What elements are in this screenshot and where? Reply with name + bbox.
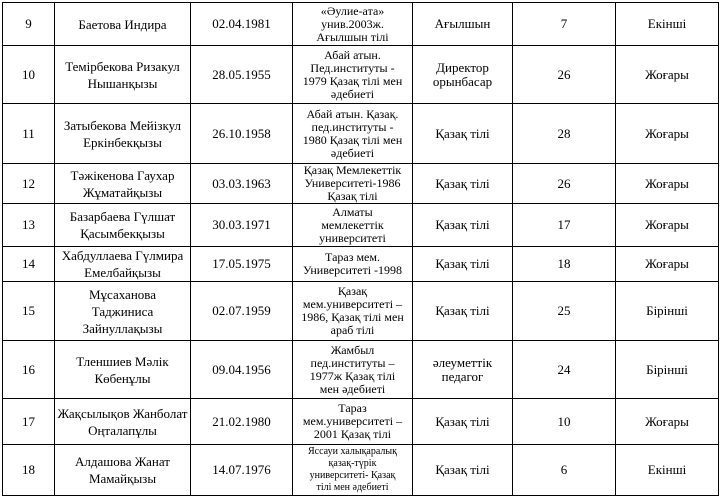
education-line: университеті xyxy=(319,230,386,245)
row-number xyxy=(3,164,55,204)
education xyxy=(293,3,413,46)
row-number-line: 10 xyxy=(22,66,35,82)
birth-date-line: 30.03.1971 xyxy=(212,217,271,232)
education-line: араб тілі xyxy=(330,323,375,337)
table-row xyxy=(3,445,719,496)
teacher-name-line: Мұсаханова Таджиниса xyxy=(88,286,157,319)
subject-line: педагог xyxy=(441,368,484,384)
birth-date-line: 09.04.1956 xyxy=(212,361,271,377)
subject xyxy=(413,282,513,341)
education-line: Университеті-1986 xyxy=(304,176,401,190)
table-row xyxy=(3,399,719,445)
table-row xyxy=(3,164,719,204)
row-number-line: 13 xyxy=(22,217,35,232)
teacher-name-line: Хабдуллаева Гүлмира xyxy=(61,248,184,263)
category-line: Жоғары xyxy=(645,175,689,191)
row-number xyxy=(3,399,55,445)
education-line: әдебиеті xyxy=(330,86,375,101)
teacher-name xyxy=(55,46,191,104)
row-number xyxy=(3,341,55,399)
row-number-line: 16 xyxy=(22,361,35,377)
education-line: унив.2003ж. xyxy=(321,16,384,31)
education xyxy=(293,247,413,282)
education xyxy=(293,341,413,399)
birth-date xyxy=(191,282,293,341)
row-number xyxy=(3,46,55,104)
category-line: Екінші xyxy=(647,462,687,477)
education-line: Алматы xyxy=(332,204,373,219)
education-line: Университеті -1998 xyxy=(302,263,403,277)
subject-line: Қазақ тілі xyxy=(435,462,490,477)
education xyxy=(293,46,413,104)
teacher-name-line: Тленшиев Мәлік xyxy=(76,353,169,369)
birth-date-line: 28.05.1955 xyxy=(212,66,271,82)
education xyxy=(293,282,413,341)
experience-years xyxy=(513,46,616,104)
education-line: 1979 Қазақ тілі мен xyxy=(302,73,403,88)
education-line: Қазақ Мемлекеттік xyxy=(303,163,402,177)
education-line: қазақ-түрік xyxy=(328,458,377,469)
category xyxy=(616,341,719,399)
teacher-name-line: Еркінбекқызы xyxy=(83,134,162,150)
experience-years xyxy=(513,204,616,247)
row-number-line: 9 xyxy=(25,16,32,31)
birth-date-line: 17.05.1975 xyxy=(212,256,271,271)
education-line: Пед.институты - xyxy=(310,60,395,75)
category xyxy=(616,399,719,445)
education xyxy=(293,204,413,247)
subject xyxy=(413,3,513,46)
subject xyxy=(413,104,513,164)
category-line: Жоғары xyxy=(645,256,689,271)
subject xyxy=(413,204,513,247)
staff-table xyxy=(2,2,719,496)
category-line: Бірінші xyxy=(646,361,688,377)
education-line: университеті- Қазақ xyxy=(309,470,396,481)
experience-years xyxy=(513,104,616,164)
birth-date xyxy=(191,399,293,445)
category-line: Екінші xyxy=(647,16,687,31)
birth-date-line: 02.07.1959 xyxy=(212,303,271,318)
experience-years-line: 26 xyxy=(557,175,571,191)
category-line: Жоғары xyxy=(645,217,689,232)
category-line: Бірінші xyxy=(646,303,688,318)
category-line: Жоғары xyxy=(645,125,689,141)
education-line: Қазақ тілі xyxy=(327,189,378,203)
birth-date xyxy=(191,104,293,164)
experience-years-line: 17 xyxy=(557,217,571,232)
birth-date-line: 26.10.1958 xyxy=(212,125,271,141)
birth-date xyxy=(191,3,293,46)
experience-years xyxy=(513,341,616,399)
education-line: мен әдебиеті xyxy=(319,381,386,396)
subject-line: әлеуметтік xyxy=(432,354,493,370)
subject xyxy=(413,341,513,399)
subject-line: орынбасар xyxy=(432,73,493,89)
education-line: 1977ж Қазақ тілі xyxy=(309,368,396,383)
teacher-name-line: Мамайқызы xyxy=(88,471,157,486)
birth-date xyxy=(191,164,293,204)
teacher-name xyxy=(55,104,191,164)
table-row xyxy=(3,104,719,164)
education xyxy=(293,164,413,204)
teacher-name-line: Нышанқызы xyxy=(87,75,158,91)
experience-years xyxy=(513,399,616,445)
education-line: Ағылшын тілі xyxy=(316,29,389,44)
table-row xyxy=(3,46,719,104)
experience-years-line: 25 xyxy=(557,303,571,318)
subject xyxy=(413,164,513,204)
birth-date xyxy=(191,445,293,496)
subject xyxy=(413,445,513,496)
subject-line: Ағылшын xyxy=(434,16,491,31)
teacher-name xyxy=(55,164,191,204)
teacher-name xyxy=(55,282,191,341)
experience-years xyxy=(513,445,616,496)
category xyxy=(616,445,719,496)
teacher-name xyxy=(55,399,191,445)
row-number-line: 15 xyxy=(22,303,35,318)
experience-years-line: 10 xyxy=(557,413,571,429)
experience-years-line: 24 xyxy=(557,361,571,377)
education-line: мем.университеті – xyxy=(302,414,403,428)
row-number xyxy=(3,247,55,282)
experience-years-line: 26 xyxy=(557,66,571,82)
birth-date xyxy=(191,204,293,247)
teacher-name-line: Баетова Индира xyxy=(78,16,167,32)
teacher-name-line: Тәжікенова Гаухар xyxy=(70,167,175,183)
category xyxy=(616,164,719,204)
teacher-name-line: Көбенұлы xyxy=(94,370,151,386)
teacher-name-line: Жақсылықов Жанболат xyxy=(57,405,188,421)
teacher-name-line: Алдашова Жанат xyxy=(75,454,170,469)
row-number xyxy=(3,104,55,164)
birth-date-line: 21.02.1980 xyxy=(212,413,271,429)
experience-years xyxy=(513,247,616,282)
experience-years-line: 7 xyxy=(560,16,568,31)
education-line: Яссауи халықаралық xyxy=(308,446,397,457)
education-line: Тараз xyxy=(338,401,367,415)
education xyxy=(293,445,413,496)
teacher-name-line: Емелбайқызы xyxy=(84,265,161,280)
education-line: Жамбыл xyxy=(330,342,375,357)
education-line: 1986, Қазақ тілі мен xyxy=(301,310,404,324)
row-number xyxy=(3,3,55,46)
education-line: әдебиеті xyxy=(330,145,375,160)
subject xyxy=(413,247,513,282)
table-row xyxy=(3,247,719,282)
education-line: Абай атын. xyxy=(324,47,381,62)
subject-line: Қазақ тілі xyxy=(435,217,490,232)
row-number xyxy=(3,282,55,341)
education xyxy=(293,399,413,445)
subject-line: Қазақ тілі xyxy=(435,303,490,318)
birth-date xyxy=(191,341,293,399)
category xyxy=(616,204,719,247)
teacher-name-line: Затыбекова Мейізкул xyxy=(63,117,182,133)
teacher-name-line: Қасымбекқызы xyxy=(80,226,165,241)
experience-years xyxy=(513,164,616,204)
teacher-name xyxy=(55,445,191,496)
education-line: 2001 Қазақ тілі xyxy=(313,427,392,441)
teacher-name xyxy=(55,247,191,282)
category-line: Жоғары xyxy=(645,66,689,82)
table-row xyxy=(3,282,719,341)
education-line: 1980 Қазақ тілі мен xyxy=(302,132,403,147)
subject-line: Директор xyxy=(436,59,489,75)
row-number xyxy=(3,204,55,247)
category xyxy=(616,104,719,164)
birth-date-line: 03.03.1963 xyxy=(212,175,271,191)
category xyxy=(616,3,719,46)
subject xyxy=(413,399,513,445)
row-number-line: 12 xyxy=(22,175,35,191)
category-line: Жоғары xyxy=(645,413,689,429)
experience-years-line: 6 xyxy=(560,462,568,477)
row-number-line: 11 xyxy=(22,125,35,141)
experience-years xyxy=(513,282,616,341)
row-number-line: 18 xyxy=(22,462,35,477)
birth-date-line: 14.07.1976 xyxy=(212,462,271,477)
education-line: Абай атын. Қазақ. xyxy=(306,106,399,121)
row-number-line: 17 xyxy=(22,413,35,429)
education-line: Қазақ xyxy=(337,284,368,298)
category xyxy=(616,46,719,104)
education xyxy=(293,104,413,164)
education-line: мем.университеті – xyxy=(302,297,403,311)
category xyxy=(616,247,719,282)
education-line: Тараз мем. xyxy=(325,250,380,264)
experience-years-line: 28 xyxy=(557,125,571,141)
education-line: тілі мен әдебиеті xyxy=(316,482,389,493)
teacher-name-line: Зайнуллақызы xyxy=(82,320,163,336)
teacher-name-line: Жұматайқызы xyxy=(82,184,163,200)
teacher-name xyxy=(55,341,191,399)
teacher-name-line: Оңталапұлы xyxy=(88,422,157,438)
experience-years xyxy=(513,3,616,46)
row-number-line: 14 xyxy=(22,256,35,271)
birth-date xyxy=(191,247,293,282)
education-line: пед.институты - xyxy=(311,119,394,134)
experience-years-line: 18 xyxy=(557,256,571,271)
subject-line: Қазақ тілі xyxy=(435,125,490,141)
education-line: «Әулие-ата» xyxy=(320,3,385,18)
teacher-name xyxy=(55,204,191,247)
category xyxy=(616,282,719,341)
education-line: пед.институты – xyxy=(310,355,395,370)
table-row xyxy=(3,3,719,46)
teacher-name-line: Базарбаева Гүлшат xyxy=(69,209,176,224)
birth-date-line: 02.04.1981 xyxy=(212,16,271,31)
row-number xyxy=(3,445,55,496)
subject-line: Қазақ тілі xyxy=(435,413,490,429)
teacher-name-line: Темірбекова Ризакул xyxy=(65,58,180,74)
table-row xyxy=(3,204,719,247)
table-row xyxy=(3,341,719,399)
subject-line: Қазақ тілі xyxy=(435,175,490,191)
education-line: мемлекеттік xyxy=(321,217,384,232)
subject-line: Қазақ тілі xyxy=(435,256,490,271)
teacher-name xyxy=(55,3,191,46)
birth-date xyxy=(191,46,293,104)
subject xyxy=(413,46,513,104)
